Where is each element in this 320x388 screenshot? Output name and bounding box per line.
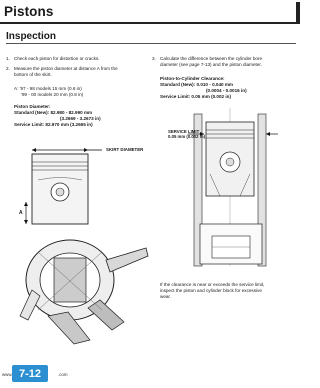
fig-skirt-label: SKIRT DIAMETER — [106, 147, 144, 152]
step-1-text: Check each piston for distortion or cracks. — [14, 56, 100, 61]
distance-a-spec — [14, 86, 144, 98]
section-rule — [6, 43, 296, 44]
step-3-text-a: Calculate the difference between the cylinder bore — [160, 56, 263, 61]
ptc-standard-in: (0.0004 - 0.0016 in) — [206, 88, 247, 94]
step-1: 1. Check each piston for distortion or cracks. — [6, 56, 100, 61]
pd-title: Piston Diameter: — [14, 104, 51, 109]
step-2: 2. Measure the piston diameter at distance A from the bottom of the skirt. — [6, 66, 146, 78]
note-line3: wear. — [160, 294, 171, 300]
skirt-diameter-figure — [18, 140, 153, 365]
pd-standard: Standard (New): 82.980 - 82.990 mm — [14, 110, 93, 116]
pd-service-limit: Service Limit: 82.970 mm (3.2665 in) — [14, 122, 93, 128]
section-title: Inspection — [6, 31, 57, 42]
step-2-text-b: bottom of the skirt. — [14, 72, 52, 78]
ptc-title: Piston-to-Cylinder Clearance: — [160, 76, 225, 81]
page-title: Pistons — [4, 4, 54, 19]
svc-limit-label — [168, 129, 205, 139]
svc-limit-label-1: SERVICE LIMIT — [168, 129, 200, 134]
note-line1: If the clearance is near or exceeds the service limit, — [160, 282, 265, 287]
distance-a-line2: '99 - 00 models 20 mm (0.8 in) — [21, 92, 84, 98]
pd-standard-in: (3.2669 - 3.2673 in) — [60, 116, 101, 122]
ptc-standard: Standard (New): 0.010 - 0.040 mm — [160, 82, 234, 88]
clearance-spec — [160, 76, 294, 100]
page-number-badge: 7-12 — [12, 365, 48, 382]
fig-a-label: A — [19, 210, 23, 216]
note-line2: inspect the piston and cylinder block for excessive — [160, 288, 262, 294]
distance-a-line1: A: '97 - 98 models 15 mm (0.6 in) — [14, 86, 82, 91]
page-corner-mark — [296, 2, 300, 24]
piston-diameter-spec — [14, 104, 146, 128]
footer-url-left: www. — [2, 372, 13, 377]
header-rule — [0, 22, 300, 24]
ptc-service-limit: Service Limit: 0.05 mm (0.002 in) — [160, 94, 231, 100]
step-3: 3. Calculate the difference between the cylinder bore diameter (see page 7-13) and the piston diameter. — [152, 56, 294, 68]
step-3-text-b: diameter (see page 7-13) and the piston diameter. — [160, 62, 262, 68]
step-2-text-a: Measure the piston diameter at distance A from the — [14, 66, 118, 71]
svc-limit-label-2: 0.05 mm (0.002 in) — [168, 134, 206, 140]
clearance-note — [160, 282, 296, 300]
footer-url-right: .com — [58, 372, 68, 377]
